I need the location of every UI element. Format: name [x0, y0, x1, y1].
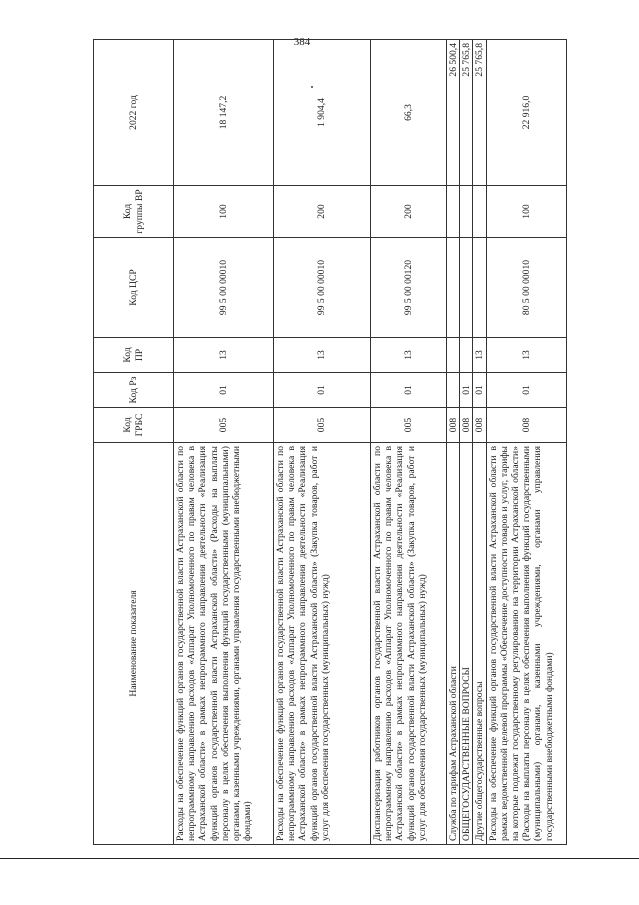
table-row [371, 40, 447, 845]
row-name: Служба по тарифам Астраханской области [447, 443, 460, 845]
row-csr: 99 5 00 00010 [274, 238, 371, 338]
row-csr [473, 238, 486, 338]
row-rz: 01 [174, 373, 274, 408]
header-csr: Код ЦСР [94, 238, 174, 338]
header-name: Наименование показателя [94, 443, 174, 845]
row-grbs: 005 [174, 408, 274, 443]
page-number: 384 [293, 36, 311, 48]
row-name: Диспансеризация работников органов государственной власти Астраханской области по непрограммному направлению расходов «Аппарат Уполномоченного по правам человека в Астраханской области» в рамках непрограммного направления деятельности «Реализация функций органов государственной власти Астраханской области» (Закупка товаров, работ и услуг для обеспечения государственных (муниципальных) нужд) [371, 443, 447, 845]
row-amount: 26 500,4 [447, 40, 460, 186]
table-row [460, 40, 473, 845]
row-rz: 01 [274, 373, 371, 408]
row-rz [447, 373, 460, 408]
scan-edge-line [0, 858, 639, 859]
table-row [486, 40, 566, 845]
rotated-table-frame [93, 40, 563, 845]
budget-table-wrapper [93, 40, 563, 845]
row-pr: 13 [274, 338, 371, 373]
row-grbs: 008 [473, 408, 486, 443]
row-rz: 01 [473, 373, 486, 408]
row-name: Расходы на обеспечение функций органов государственной власти Астраханской области по непрограммному направлению расходов «Аппарат Уполномоченного по правам человека в Астраханской области» в рамках непрограммного направления деятельности «Реализация функций органов государственной власти Астраханской области» (Закупка товаров, работ и услуг для обеспечения государственных (муниципальных) нужд) [274, 443, 371, 845]
row-vr: 100 [174, 186, 274, 238]
row-vr: 100 [486, 186, 566, 238]
row-grbs: 008 [447, 408, 460, 443]
budget-table [93, 39, 567, 845]
row-name: Расходы на обеспечение функций органов государственной власти Астраханской области по непрограммному направлению расходов «Аппарат Уполномоченного по правам человека в Астраханской области» в рамках непрограммного направления деятельности «Реализация функций органов государственной власти Астраханской области» (Расходы на выплаты персоналу в целях обеспечения выполнения функций государственными (муниципальными) органами, казенными учреждениями, органами управления государственными внебюджетными фондами) [174, 443, 274, 845]
row-vr: 200 [274, 186, 371, 238]
row-grbs: 008 [486, 408, 566, 443]
row-amount: 25 765,8 [473, 40, 486, 186]
row-pr: 13 [371, 338, 447, 373]
row-vr [460, 186, 473, 238]
row-name: ОБЩЕГОСУДАРСТВЕННЫЕ ВОПРОСЫ [460, 443, 473, 845]
row-csr: 99 5 00 00120 [371, 238, 447, 338]
row-vr [473, 186, 486, 238]
row-vr: 200 [371, 186, 447, 238]
row-grbs: 005 [274, 408, 371, 443]
row-name: Расходы на обеспечение функций органов государственной власти Астраханской области в рамках ведомственной целевой программы «Обеспечение доступности товаров и услуг, тарифы на которые подлежат государственному регулированию на территории Астраханской области» (Расходы на выплаты персоналу в целях обеспечения выполнения функций государственными (муниципальными) органами, казенными учреждениями, органами управления государственными внебюджетными фондами) [486, 443, 566, 845]
table-header-row [94, 40, 174, 845]
row-rz: 01 [460, 373, 473, 408]
row-pr: 13 [486, 338, 566, 373]
row-amount: 25 765,8 [460, 40, 473, 186]
row-csr [447, 238, 460, 338]
header-vr: Код группы ВР [94, 186, 174, 238]
row-pr: 13 [174, 338, 274, 373]
row-amount: 22 916,0 [486, 40, 566, 186]
row-pr: 13 [473, 338, 486, 373]
row-pr [460, 338, 473, 373]
row-pr [447, 338, 460, 373]
row-grbs: 008 [460, 408, 473, 443]
row-csr: 99 5 00 00010 [174, 238, 274, 338]
row-grbs: 005 [371, 408, 447, 443]
row-amount: 66,3 [371, 40, 447, 186]
row-rz: 01 [371, 373, 447, 408]
header-grbs: Код ГРБС [94, 408, 174, 443]
row-amount: 18 147,2 [174, 40, 274, 186]
header-pr: Код ПР [94, 338, 174, 373]
row-csr: 80 5 00 00010 [486, 238, 566, 338]
row-vr [447, 186, 460, 238]
table-row [447, 40, 460, 845]
row-csr [460, 238, 473, 338]
row-rz: 01 [486, 373, 566, 408]
header-year: 2022 год [94, 40, 174, 186]
row-amount: 1 904,4 [274, 40, 371, 186]
table-row [174, 40, 274, 845]
table-row [274, 40, 371, 845]
row-name: Другие общегосударственные вопросы [473, 443, 486, 845]
header-rz: Код Рз [94, 373, 174, 408]
table-row [473, 40, 486, 845]
